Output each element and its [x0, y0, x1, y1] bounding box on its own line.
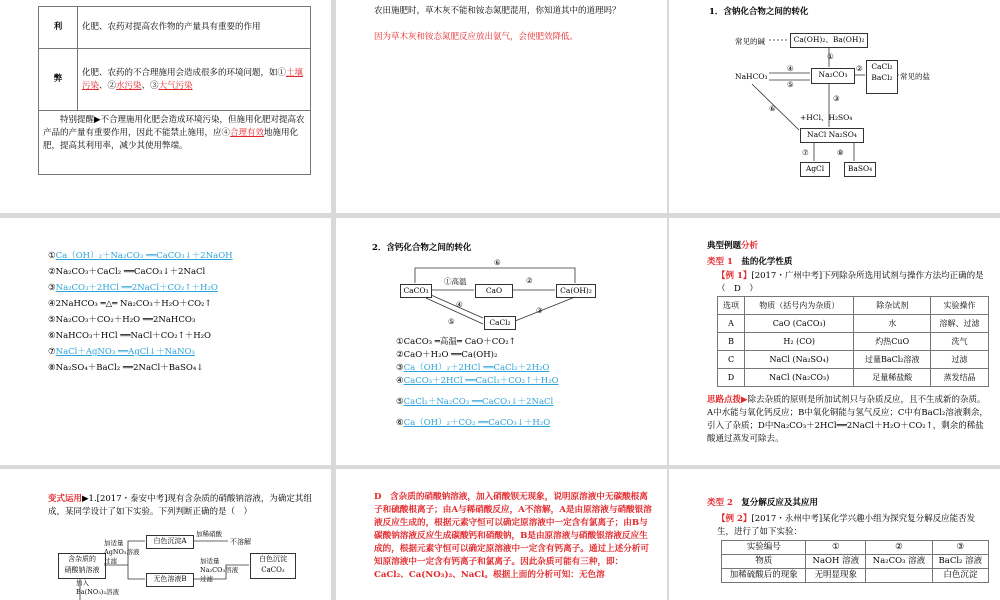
text-span: 思路点拨▶	[707, 395, 748, 405]
type-heading	[707, 256, 792, 268]
reagent-label: +HCl、H₂SO₄	[800, 113, 853, 122]
table-cell: 水	[854, 315, 931, 333]
node-cacl2: CaCl₂	[484, 316, 516, 330]
table-cell: NaOH 溶液	[806, 555, 866, 569]
text-span: 分析	[741, 241, 759, 251]
text-span: Ca（OH）₂＋CO₂ ══CaCO₃↓＋H₂O	[403, 418, 551, 428]
table-row	[718, 333, 989, 351]
table-header-cell: 选项	[718, 297, 745, 315]
mark-8: ⑧	[837, 148, 844, 157]
equation-line	[48, 330, 318, 343]
text-span: 2NaHCO₃ ═△═ Na₂CO₃＋H₂O＋CO₂↑	[55, 299, 212, 309]
text-span: [2017・广州中考]下列除杂所选用试剂与操作方法均正确的是（ D ）	[717, 271, 984, 294]
equation-line	[48, 314, 318, 327]
mark-2: ②	[856, 64, 863, 73]
question-text: 农田施肥时，草木灰不能和铵态氮肥混用，你知道其中的道理吗？	[374, 6, 621, 16]
purification-table	[717, 296, 989, 387]
blank-water: 水污染	[116, 80, 142, 91]
slide-example-1	[669, 218, 1000, 465]
text-span: CaO＋H₂O ══Ca(OH)₂	[403, 350, 498, 360]
slide-sodium-transform	[669, 0, 1000, 213]
table-cell: 过量BaCl₂溶液	[854, 351, 931, 369]
slide-example-2	[669, 469, 1000, 600]
example-question	[717, 513, 989, 539]
equation-line	[396, 375, 658, 388]
sodium-arrows	[669, 0, 1000, 213]
special-tip	[39, 111, 311, 175]
table-header-cell: 物质（括号内为杂质）	[745, 297, 854, 315]
text-span: 类型 2	[707, 498, 733, 508]
equation-line	[396, 349, 658, 362]
section-heading: 1．含钠化合物之间的转化	[709, 7, 809, 17]
text-span: Ca（OH）₂＋Na₂CO₃ ══CaCO₃↓＋2NaOH	[55, 251, 233, 261]
table-cell: B	[718, 333, 745, 351]
mark-1: ①高温	[444, 277, 467, 286]
equation-line	[48, 298, 318, 311]
calcium-equation-list	[396, 336, 658, 430]
sodium-equation-list	[48, 250, 318, 378]
cons-key: 弊	[39, 49, 78, 111]
node-caoh2: Ca(OH)₂	[556, 284, 596, 298]
box-colorless-b: 无色溶液B	[146, 573, 194, 587]
text-span: ②	[48, 267, 56, 277]
mark-4: ④	[456, 300, 463, 309]
equation-line	[48, 250, 318, 263]
pros-key: 利	[39, 7, 78, 49]
text-span: ④	[396, 376, 404, 386]
mark-1: ①	[827, 52, 834, 61]
table-cell: 无明显现象	[806, 569, 866, 583]
table-row	[718, 351, 989, 369]
table-cell: 加稀硫酸后的现象	[722, 569, 806, 583]
table-row	[718, 369, 989, 387]
slide-fertilizer-pros-cons	[0, 0, 331, 213]
node-baso4: BaSO₄	[844, 162, 876, 177]
node-na2co3: Na₂CO₃	[811, 68, 855, 84]
equation-line	[48, 282, 318, 295]
label-agno3: 加适量 AgNO₃溶液 过滤	[104, 539, 140, 565]
text-span: ②	[396, 350, 404, 360]
text-span: 类型 1	[707, 257, 733, 267]
table-header-cell: 除杂试剂	[854, 297, 931, 315]
text-span: 复分解反应及其应用	[741, 498, 818, 508]
mark-5: ⑤	[787, 80, 794, 89]
slide-calcium-transform	[336, 218, 667, 465]
slide-title	[707, 240, 758, 252]
mark-2: ②	[526, 276, 533, 285]
example-question	[717, 270, 989, 296]
node-caco3: CaCO₃	[400, 284, 432, 298]
table-cell: BaCl₂ 溶液	[932, 555, 988, 569]
equation-line	[48, 362, 318, 375]
equation-line	[396, 336, 658, 349]
mark-6: ⑥	[494, 258, 501, 267]
equation-line	[396, 362, 658, 375]
table-header-cell: 实验操作	[931, 297, 989, 315]
table-cell: D	[718, 369, 745, 387]
mark-7: ⑦	[802, 148, 809, 157]
text-span: ③	[396, 363, 404, 373]
table-row	[722, 555, 989, 569]
text-span: 化肥、农药的不合理施用会造成很多的环境问题，如①	[82, 67, 287, 78]
hint-text	[707, 394, 989, 446]
text-span: 【例 1】	[717, 271, 752, 281]
table-cell: 物质	[722, 555, 806, 569]
text-span: ⑥	[396, 418, 404, 428]
slide-variation-answer	[336, 469, 667, 600]
table-cell: H₂ (CO)	[745, 333, 854, 351]
text-span: 变式运用	[48, 494, 83, 504]
equation-line	[48, 346, 318, 359]
table-cell: 灼热CuO	[854, 333, 931, 351]
table-cell: NaCl (Na₂CO₃)	[745, 369, 854, 387]
slide-fertilizer-question	[336, 0, 667, 213]
equation-line	[396, 396, 658, 409]
node-agcl: AgCl	[800, 162, 830, 177]
equation-line	[396, 417, 658, 430]
text-span: CaCO₃＋2HCl ══CaCl₂＋CO₂↑＋H₂O	[403, 376, 559, 386]
table-cell: ③	[932, 541, 988, 555]
text-span: 特别提醒▶不合理施用化肥会造成环境污染，但施用化肥对提高农产品的产量有重要作用，因此不能禁止施用，应④	[43, 115, 305, 138]
mark-3: ③	[833, 94, 840, 103]
mark-5: ⑤	[448, 317, 455, 326]
text-span: ①	[396, 337, 404, 347]
pros-text	[78, 7, 311, 49]
table-row	[722, 569, 989, 583]
text-span: ⑧	[48, 363, 56, 373]
text-span: ④	[48, 299, 56, 309]
text-span: CaCO₃ ═高温═ CaO＋CO₂↑	[403, 337, 516, 347]
box-white-a: 白色沉淀A	[146, 535, 194, 549]
slide-sodium-equations	[0, 218, 331, 465]
node-nahco3: NaHCO₃	[735, 72, 768, 81]
text-span: ①	[48, 251, 56, 261]
label-na2co3: 加适量 Na₂CO₃溶液 过滤	[200, 557, 239, 583]
table-cell: 溶解、过滤	[931, 315, 989, 333]
node-cao: CaO	[475, 284, 513, 298]
text-span: 、②	[99, 80, 117, 91]
table-cell: 足量稀盐酸	[854, 369, 931, 387]
table-cell: Na₂CO₃ 溶液	[866, 555, 933, 569]
text-span: Ca（OH）₂＋2HCl ══CaCl₂＋2H₂O	[403, 363, 550, 373]
table-cell: A	[718, 315, 745, 333]
text-span: Na₂CO₃＋CO₂＋H₂O ══2NaHCO₃	[55, 315, 196, 325]
table-cell: 实验编号	[722, 541, 806, 555]
text-span: 典型例题	[707, 241, 742, 251]
table-cell: 白色沉淀	[932, 569, 988, 583]
text-span: 除去杂质的原则是所加试剂只与杂质反应，且不生成新的杂质。A中水能与氧化钙反应；B中氧化铜能与氢气反应；C中有BaCl₂溶液剩余，引入了杂质；D中Na₂CO₃＋2HCl══2NaCl＋H₂O＋CO₂↑，剩余的稀盐酸通过蒸发可除去。	[707, 395, 988, 444]
table-cell: 蒸发结晶	[931, 369, 989, 387]
text-span: ⑥	[48, 331, 56, 341]
text-span: ⑤	[396, 397, 404, 407]
table-cell: CaO (CaCO₃)	[745, 315, 854, 333]
table-cell: ①	[806, 541, 866, 555]
salt-label: 常见的盐	[900, 72, 930, 81]
text-span: 【例 2】	[717, 514, 752, 524]
blank-soil: 土壤污染	[82, 67, 304, 91]
experiment-table	[721, 540, 989, 583]
slide-variation-exercise	[0, 469, 331, 600]
equation-line	[48, 266, 318, 279]
base-label: 常见的碱	[735, 37, 765, 46]
text-span: [2017・永州中考]某化学兴趣小组为探究复分解反应能否发生，进行了如下实验：	[717, 514, 976, 537]
text-span: NaHCO₃＋HCl ══NaCl＋CO₂↑＋H₂O	[55, 331, 212, 341]
text-span: 盐的化学性质	[741, 257, 793, 267]
table-cell: NaCl (Na₂SO₄)	[745, 351, 854, 369]
mark-4: ④	[787, 64, 794, 73]
box-white-caco3: 白色沉淀 CaCO₃	[250, 553, 296, 579]
label-nitric-acid: 加稀硝酸	[196, 530, 222, 538]
blank-reasonable: 合理有效	[230, 128, 265, 138]
table-row	[722, 541, 989, 555]
text-span: Na₂SO₄＋BaCl₂ ══2NaCl＋BaSO₄↓	[55, 363, 204, 373]
table-cell	[866, 569, 933, 583]
text-span: Na₂CO₃＋CaCl₂ ══CaCO₃↓＋2NaCl	[55, 267, 206, 277]
text-span: 地施用化肥，提高其利用率，减少其使用弊端。	[43, 128, 299, 151]
node-bases: Ca(OH)₂、Ba(OH)₂	[790, 33, 868, 48]
mark-6: ⑥	[769, 104, 776, 113]
answer-explanation: D 含杂质的硝酸钠溶液，加入硝酸钡无现象，说明原溶液中无碳酸根离子和硫酸根离子；由A与稀硝酸反应，A不溶解，A是由原溶液与硝酸银溶液反应生成的，根据元素守恒可以确定原溶液中一定含有氯离子；由B与碳酸钠溶液反应生成碳酸钙和硝酸钠，B是由原溶液与硝酸银溶液反应生成的，根据元素守恒可以确定原溶液中一定含有钙离子。通过上述分析可知原溶液中一定含有钙离子和氯离子。因此杂质可能有三种，即：CaCl₂、Ca(NO₃)₂、NaCl。根据上面的分析可知：无色溶	[374, 492, 652, 580]
flow-arrows	[0, 469, 331, 600]
text-span: 、③	[141, 80, 159, 91]
table-row	[718, 315, 989, 333]
text-span: Na₂CO₃＋2HCl ══2NaCl＋CO₂↑＋H₂O	[55, 283, 218, 293]
node-salts: CaCl₂ BaCl₂	[866, 60, 898, 94]
type-heading	[707, 497, 818, 509]
table-cell: 洗气	[931, 333, 989, 351]
section-heading: 2．含钙化合物之间的转化	[372, 243, 472, 253]
table-cell: 过滤	[931, 351, 989, 369]
mark-3: ③	[536, 306, 543, 315]
table-cell: ②	[866, 541, 933, 555]
text-span: 化肥、农药对提高农作物的产量具有重要的作用	[82, 22, 261, 32]
text-span: ⑦	[48, 347, 56, 357]
label-bano3: 加入 Ba(NO₃)₂溶液	[76, 579, 119, 596]
text-span: CaCl₂＋Na₂CO₃ ══CaCO₃↓＋2NaCl	[403, 397, 554, 407]
pros-cons-table	[38, 6, 311, 175]
text-span: ③	[48, 283, 56, 293]
text-span: ▶1.[2017・泰安中考]现有含杂质的硝酸钠溶液，为确定其组成，某同学设计了如下实验。下列判断正确的是（ ）	[48, 494, 312, 517]
table-cell: C	[718, 351, 745, 369]
label-insoluble: 不溶解	[230, 538, 251, 546]
blank-air: 大气污染	[158, 80, 193, 91]
answer-text: 因为草木灰和铵态氮肥反应放出氨气，会使肥效降低。	[374, 32, 579, 42]
text-span: NaCl＋AgNO₃ ══AgCl↓＋NaNO₃	[55, 347, 195, 357]
cons-text	[78, 49, 311, 111]
text-span: ⑤	[48, 315, 56, 325]
box-start: 含杂质的 硝酸钠溶液	[58, 553, 106, 579]
node-nacl-na2so4: NaCl Na₂SO₄	[800, 128, 864, 143]
